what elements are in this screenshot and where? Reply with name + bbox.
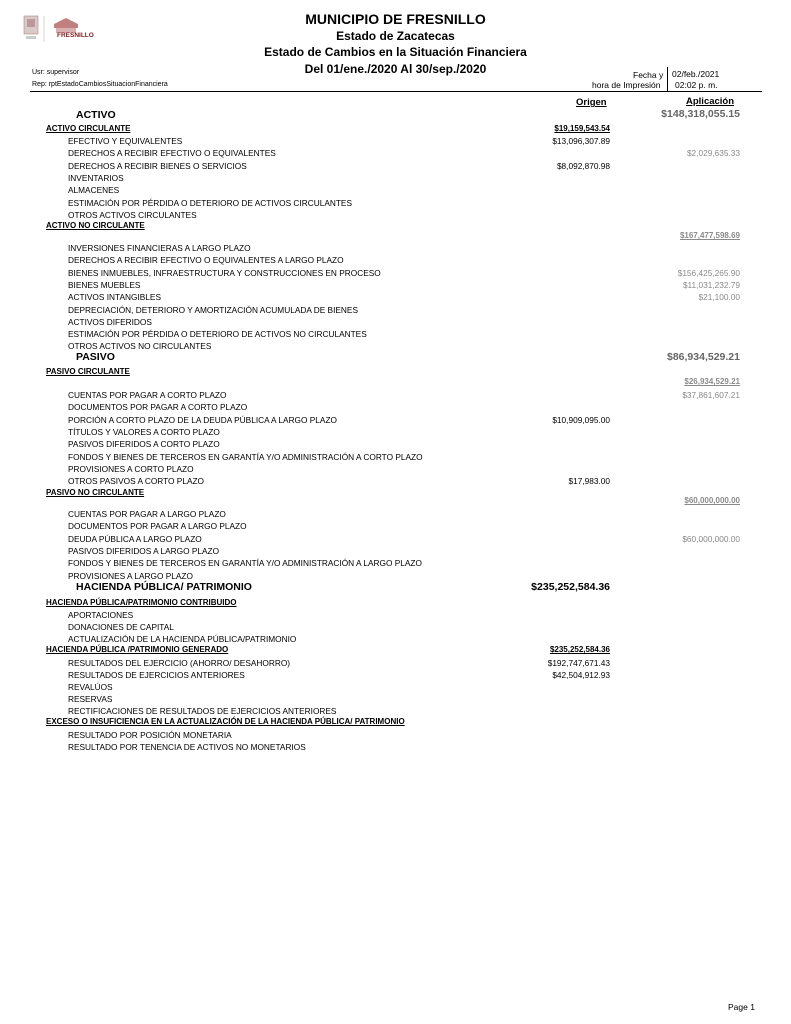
list-item-label: PASIVOS DIFERIDOS A CORTO PLAZO bbox=[68, 439, 220, 450]
activo-total: $148,318,055.15 bbox=[661, 108, 740, 120]
aplicacion-value: $2,029,635.33 bbox=[686, 148, 740, 159]
subtotal-pasivo-circulante: $26,934,529.21 bbox=[684, 377, 740, 386]
list-item-label: DERECHOS A RECIBIR EFECTIVO O EQUIVALENTES A LARGO PLAZO bbox=[68, 255, 344, 266]
subtotal-activo-circulante: $19,159,543.54 bbox=[554, 124, 610, 133]
origen-value: $192,747,671.43 bbox=[547, 658, 610, 668]
list-item-label: ALMACENES bbox=[68, 185, 120, 196]
list-item-label: ACTUALIZACIÓN DE LA HACIENDA PÚBLICA/PATRIMONIO bbox=[68, 634, 297, 644]
list-item-label: ESTIMACIÓN POR PÉRDIDA O DETERIORO DE ACTIVOS CIRCULANTES bbox=[68, 197, 352, 208]
list-item-label: RESULTADO POR TENENCIA DE ACTIVOS NO MONETARIOS bbox=[68, 742, 306, 752]
report-period: Del 01/ene./2020 Al 30/sep./2020 bbox=[304, 62, 487, 76]
list-item-label: PORCIÓN A CORTO PLAZO DE LA DEUDA PÚBLICA A LARGO PLAZO bbox=[68, 414, 337, 425]
section-pasivo-no-circulante: PASIVO NO CIRCULANTE bbox=[46, 488, 145, 497]
list-item-label: BIENES MUEBLES bbox=[68, 279, 141, 290]
origen-value: $13,096,307.89 bbox=[552, 136, 610, 146]
hacienda-total: $235,252,584.36 bbox=[531, 581, 610, 593]
list-item-label: RESERVAS bbox=[68, 693, 113, 704]
report-id: Rep: rptEstadoCambiosSituacionFinanciera bbox=[32, 81, 168, 88]
subtotal-hacienda-generado: $235,252,584.36 bbox=[549, 645, 610, 654]
aplicacion-value: $21,100.00 bbox=[698, 292, 740, 303]
list-item-label: RECTIFICACIONES DE RESULTADOS DE EJERCICIOS ANTERIORES bbox=[68, 705, 337, 716]
origen-value: $42,504,912.93 bbox=[552, 669, 610, 680]
section-hacienda-contribuido: HACIENDA PÚBLICA/PATRIMONIO CONTRIBUIDO bbox=[46, 598, 237, 607]
list-item-label: FONDOS Y BIENES DE TERCEROS EN GARANTÍA Y/O ADMINISTRACIÓN A CORTO PLAZO bbox=[68, 451, 423, 462]
list-item-label: PROVISIONES A LARGO PLAZO bbox=[68, 570, 193, 581]
list-item-label: OTROS PASIVOS A CORTO PLAZO bbox=[68, 476, 205, 487]
section-hacienda-generado: HACIENDA PÚBLICA /PATRIMONIO GENERADO bbox=[46, 645, 229, 654]
header-rule bbox=[30, 91, 762, 92]
origen-value: $10,909,095.00 bbox=[552, 414, 610, 425]
list-item-label: OTROS ACTIVOS CIRCULANTES bbox=[68, 209, 197, 220]
list-item-label: DOCUMENTOS POR PAGAR A LARGO PLAZO bbox=[68, 521, 247, 532]
fecha-label: Fecha y bbox=[633, 70, 664, 80]
list-item-label: APORTACIONES bbox=[68, 610, 134, 620]
col-origen: Origen bbox=[576, 97, 607, 108]
list-item-label: TÍTULOS Y VALORES A CORTO PLAZO bbox=[68, 426, 220, 437]
aplicacion-value: $11,031,232.79 bbox=[682, 279, 740, 290]
header-divider bbox=[667, 67, 668, 91]
list-item-label: DERECHOS A RECIBIR BIENES O SERVICIOS bbox=[68, 160, 247, 171]
list-item-label: ACTIVOS DIFERIDOS bbox=[68, 316, 152, 327]
list-item-label: DOCUMENTOS POR PAGAR A CORTO PLAZO bbox=[68, 402, 248, 413]
pasivo-title: PASIVO bbox=[76, 351, 115, 363]
origen-value: $17,983.00 bbox=[568, 476, 610, 487]
subtotal-activo-no-circulante: $167,477,598.69 bbox=[679, 231, 740, 240]
list-item-label: PROVISIONES A CORTO PLAZO bbox=[68, 463, 194, 474]
list-item-label: RESULTADOS DEL EJERCICIO (AHORRO/ DESAHORRO) bbox=[68, 658, 291, 668]
list-item-label: DERECHOS A RECIBIR EFECTIVO O EQUIVALENTES bbox=[68, 148, 276, 159]
list-item-label: OTROS ACTIVOS NO CIRCULANTES bbox=[68, 341, 212, 352]
section-activo-no-circulante: ACTIVO NO CIRCULANTE bbox=[46, 221, 145, 230]
section-exceso-insuficiencia: EXCESO O INSUFICIENCIA EN LA ACTUALIZACIÓN DE LA HACIENDA PÚBLICA/ PATRIMONIO bbox=[46, 717, 405, 726]
list-item-label: RESULTADO POR POSICIÓN MONETARIA bbox=[68, 730, 232, 740]
list-item-label: DEUDA PÚBLICA A LARGO PLAZO bbox=[68, 533, 202, 544]
activo-title: ACTIVO bbox=[76, 109, 116, 121]
list-item-label: RESULTADOS DE EJERCICIOS ANTERIORES bbox=[68, 669, 245, 680]
list-item-label: CUENTAS POR PAGAR A CORTO PLAZO bbox=[68, 390, 227, 400]
aplicacion-value: $60,000,000.00 bbox=[682, 533, 740, 544]
col-aplicacion: Aplicación bbox=[686, 96, 735, 107]
origen-value: $8,092,870.98 bbox=[556, 160, 610, 171]
hora-label: hora de Impresión bbox=[592, 80, 661, 90]
fecha-value: 02/feb./2021 bbox=[672, 69, 720, 79]
pasivo-total: $86,934,529.21 bbox=[667, 351, 740, 363]
hacienda-title: HACIENDA PÚBLICA/ PATRIMONIO bbox=[76, 581, 252, 593]
municipio-title: MUNICIPIO DE FRESNILLO bbox=[305, 11, 486, 27]
list-item-label: INVERSIONES FINANCIERAS A LARGO PLAZO bbox=[68, 243, 251, 253]
list-item-label: EFECTIVO Y EQUIVALENTES bbox=[68, 136, 183, 146]
list-item-label: PASIVOS DIFERIDOS A LARGO PLAZO bbox=[68, 545, 220, 556]
list-item-label: CUENTAS POR PAGAR A LARGO PLAZO bbox=[68, 509, 226, 519]
hora-value: 02:02 p. m. bbox=[675, 80, 718, 90]
subtotal-pasivo-no-circulante: $60,000,000.00 bbox=[684, 496, 740, 505]
page-number: Page 1 bbox=[728, 1002, 755, 1012]
list-item-label: REVALÚOS bbox=[68, 681, 113, 692]
list-item-label: FONDOS Y BIENES DE TERCEROS EN GARANTÍA Y/O ADMINISTRACIÓN A LARGO PLAZO bbox=[68, 558, 422, 569]
list-item-label: ACTIVOS INTANGIBLES bbox=[68, 292, 161, 303]
list-item-label: INVENTARIOS bbox=[68, 172, 124, 183]
report-title: Estado de Cambios en la Situación Financiera bbox=[264, 45, 527, 59]
estado-title: Estado de Zacatecas bbox=[336, 29, 455, 43]
aplicacion-value: $37,861,607.21 bbox=[682, 390, 740, 400]
list-item-label: BIENES INMUEBLES, INFRAESTRUCTURA Y CONSTRUCCIONES EN PROCESO bbox=[68, 267, 381, 278]
aplicacion-value: $156,425,265.90 bbox=[677, 267, 740, 278]
section-activo-circulante: ACTIVO CIRCULANTE bbox=[46, 124, 131, 133]
logo-text: FRESNILLO bbox=[57, 32, 94, 39]
user-label: Usr: supervisor bbox=[32, 69, 80, 76]
list-item-label: ESTIMACIÓN POR PÉRDIDA O DETERIORO DE ACTIVOS NO CIRCULANTES bbox=[68, 329, 367, 340]
list-item-label: DEPRECIACIÓN, DETERIORO Y AMORTIZACIÓN ACUMULADA DE BIENES bbox=[68, 304, 358, 315]
section-pasivo-circulante: PASIVO CIRCULANTE bbox=[46, 367, 130, 376]
list-item-label: DONACIONES DE CAPITAL bbox=[68, 622, 174, 632]
